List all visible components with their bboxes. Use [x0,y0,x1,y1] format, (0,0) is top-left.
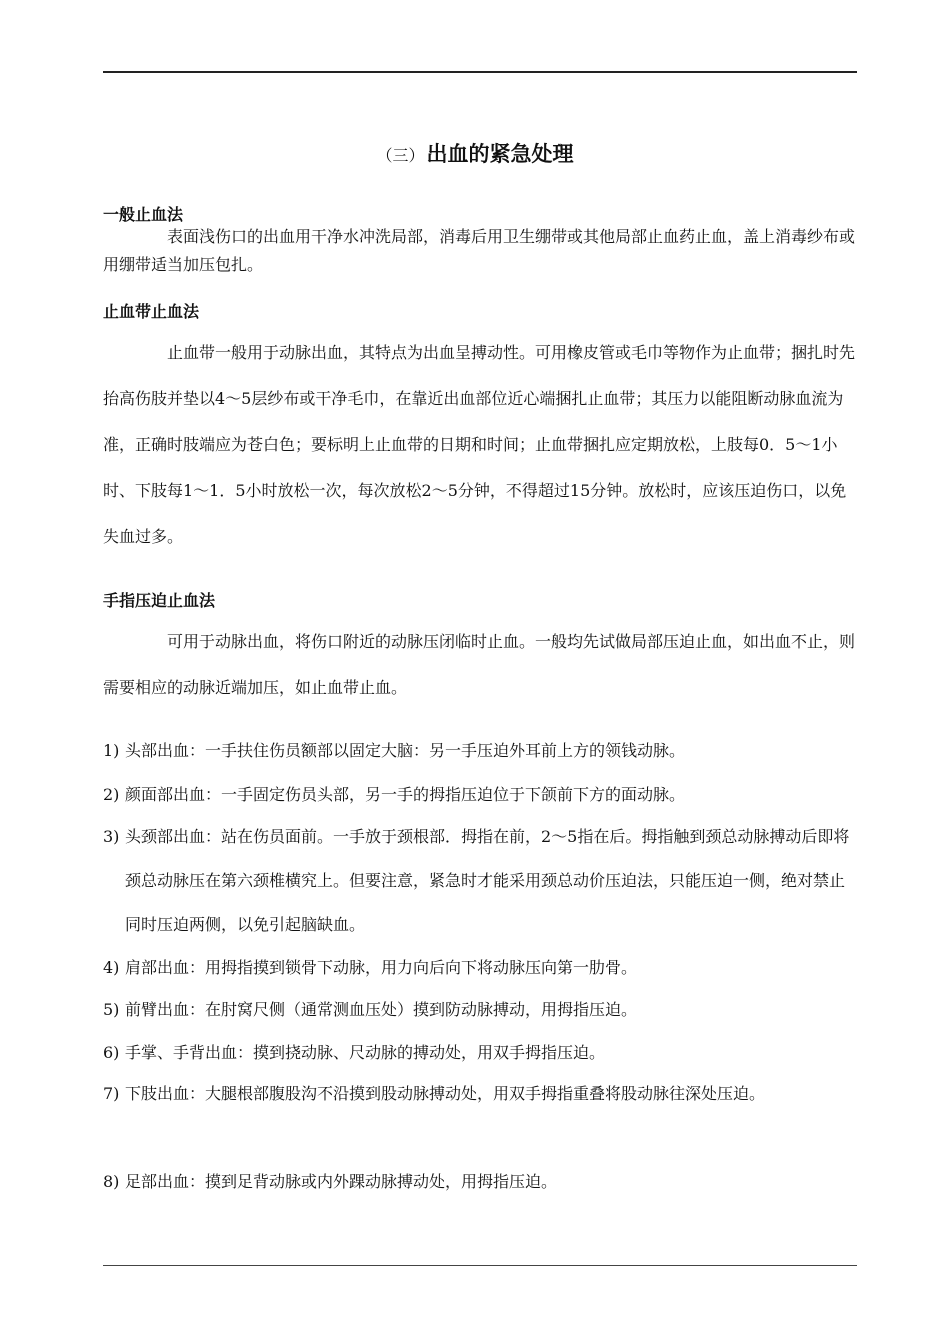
list-item: 7) 下肢出血：大腿根部腹股沟不沿摸到股动脉搏动处，用双手拇指重叠将股动脉往深处压迫。 [103,1084,766,1103]
list-item: 3) 头颈部出血：站在伤员面前。一手放于颈根部．拇指在前，2～5指在后。拇指触到颈总动脉搏动后即将颈总动脉压在第六颈椎横究上。但要注意，紧急时才能采用颈总动价压迫法，只能压迫一侧，绝对禁止同时压迫两侧，以免引起脑缺血。 [103,827,850,934]
list-item: 8) 足部出血：摸到足背动脉或内外踝动脉搏动处，用拇指压迫。 [103,1172,558,1191]
list-item: 5) 前臂出血：在肘窝尺侧（通常测血压处）摸到防动脉搏动，用拇指压迫。 [103,1000,638,1019]
footer-rule [103,1265,857,1266]
list-item: 1) 头部出血：一手扶住伤员额部以固定大脑：另一手压迫外耳前上方的领钱动脉。 [103,741,686,760]
header-rule [103,71,857,73]
page-title [0,138,950,168]
section-heading-general: 一般止血法 [103,205,184,224]
section-heading-finger-pressure: 手指压迫止血法 [103,591,216,610]
section-paragraph-finger-pressure: 可用于动脉出血，将伤口附近的动脉压闭临时止血。一般均先试做局部压迫止血，如出血不止，则需要相应的动脉近端加压，如止血带止血。 [103,632,856,697]
title-main: 出血的紧急处理 [426,142,574,166]
section-paragraph-general: 表面浅伤口的出血用干净水冲洗局部，消毒后用卫生绷带或其他局部止血药止血，盖上消毒纱布或用绷带适当加压包扎。 [103,227,856,274]
title-prefix: （三） [376,146,425,165]
section-heading-tourniquet: 止血带止血法 [103,302,200,321]
list-item: 2) 颜面部出血：一手固定伤员头部，另一手的拇指压迫位于下颌前下方的面动脉。 [103,785,686,804]
list-item: 4) 肩部出血：用拇指摸到锁骨下动脉，用力向后向下将动脉压向第一肋骨。 [103,958,638,977]
list-item: 6) 手掌、手背出血：摸到挠动脉、尺动脉的搏动处，用双手拇指压迫。 [103,1043,606,1062]
section-paragraph-tourniquet: 止血带一般用于动脉出血，其特点为出血呈搏动性。可用橡皮管或毛巾等物作为止血带；捆扎时先抬高伤肢并垫以4～5层纱布或干净毛巾，在靠近出血部位近心端捆扎止血带；其压力以能阻断动脉血流为准，正确时肢端应为苍白色；要标明上止血带的日期和时间；止血带捆扎应定期放松，上肢每0．5～1小时、下肢每1～1．5小时放松一次，每次放松2～5分钟，不得超过15分钟。放松时，应该压迫伤口，以免失血过多。 [103,343,856,546]
